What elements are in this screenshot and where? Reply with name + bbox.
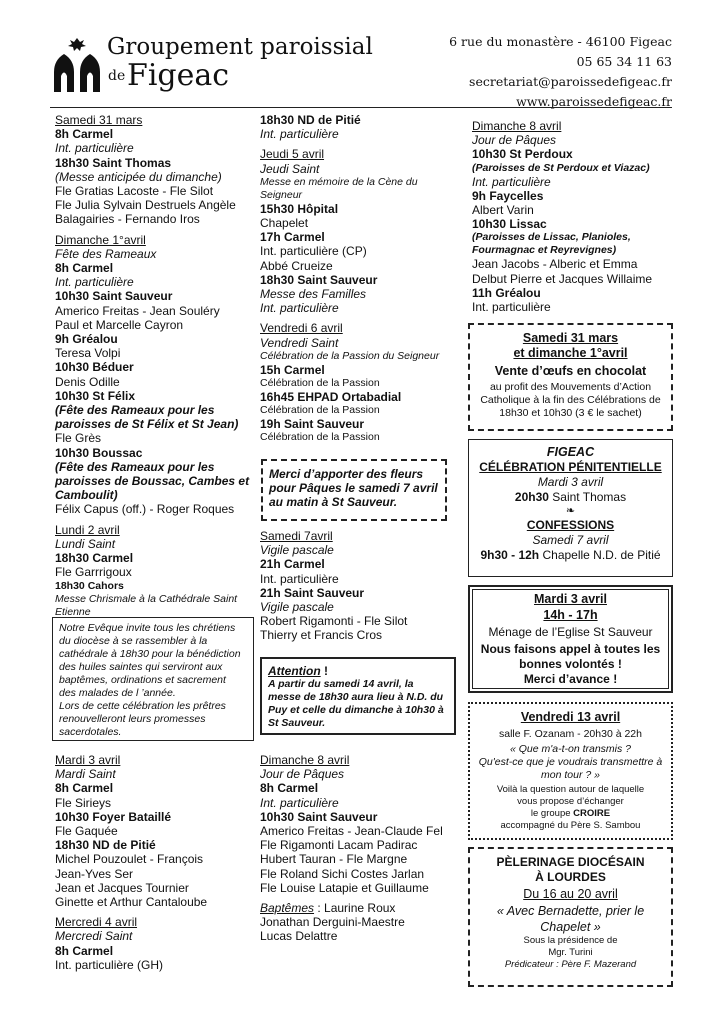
title-line1: Groupement paroissial [107,34,373,60]
note: Seigneur [260,188,303,201]
bapteme: : Laurine Roux [314,901,396,916]
mass-time: 10h30 Lissac [472,217,547,232]
header-contact [449,32,672,112]
note: (Paroisses de St Perdoux et Viazac) [472,161,650,174]
mass-time: 21h Saint Sauveur [260,585,365,600]
intention: Ginette et Arthur Cantaloube [55,895,208,910]
confessions-date: Samedi 7 avril [532,533,609,547]
note: (Messe anticipée du dimanche) [55,169,222,184]
penitence-title: CÉLÉBRATION PÉNITENTIELLE [479,460,662,474]
mass-time: 10h30 Saint Sauveur [55,289,173,304]
note: Camboulit) [55,488,118,503]
note: Messe en mémoire de la Cène du [260,175,418,188]
phone: 05 65 34 11 63 [576,54,672,69]
mass-time: 11h Gréalou [472,285,541,300]
day-heading: Samedi 7avril [260,529,333,543]
mass-time: 8h Carmel [55,127,114,142]
menage-date: Mardi 3 avril [534,592,607,606]
mass-time: 19h Saint Sauveur [260,417,365,432]
intention: Abbé Crueize [260,258,333,273]
website-link[interactable]: www.paroissedefigeac.fr [516,94,672,109]
lourdes-title: À LOURDES [535,870,606,884]
intention: Chapelet [260,216,309,231]
day-heading: Lundi 2 avril [55,522,120,537]
oeufs-date: Samedi 31 mars [522,331,619,345]
vendredi-question: « Que m'a-t-on transmis ? [509,743,632,755]
vendredi-line: accompagné du Père S. Sambou [500,820,641,831]
figeac-penitence-box [468,439,673,577]
attention-line: messe de 18h30 aura lieu à N.D. du [268,691,444,703]
intention: Fle Gratias Lacoste - Fle Silot [55,184,214,199]
mass-time: 8h Carmel [260,781,319,796]
note-line: baptêmes, ordinations et sacrement [59,674,226,686]
intention: Fle Rigamonti Lacam Padirac [260,838,418,853]
mass-time: 18h30 ND de Pitié [260,113,361,127]
oeufs-line: 18h30 et 10h30 (3 € le sachet) [499,407,642,419]
feast: Lundi Saint [55,536,116,551]
lourdes-title: PÈLERINAGE DIOCÉSAIN [496,855,645,869]
mass-time: 9h Faycelles [472,188,544,203]
mass-time: 18h30 ND de Pitié [55,838,156,853]
menage-box [468,585,673,693]
feast: Fête des Rameaux [55,246,157,261]
feast: Jour de Pâques [260,767,345,782]
note: Célébration de la Passion [260,431,380,444]
day-heading: Jeudi 5 avril [260,147,325,162]
intention: Denis Odille [55,374,120,389]
menage-thanks: Merci d’avance ! [523,672,618,686]
mass-time: 9h Gréalou [55,332,118,347]
intention: Michel Pouzoulet - François [55,852,204,867]
feast: Vendredi Saint [260,335,339,350]
feast: Jour de Pâques [472,133,557,148]
penitence-date: Mardi 3 avril [537,475,604,489]
confessions-time: 9h30 - 12h [480,548,540,562]
header-divider [50,107,672,108]
mass-time: 18h30 Saint Thomas [55,155,172,170]
column-2-mid [260,529,460,643]
attention-line: A partir du samedi 14 avril, la [268,678,414,690]
vendredi-title: Vendredi 13 avril [520,710,621,724]
feast: Vigile pascale [260,600,334,615]
intention: Fle Gaquée [55,824,118,839]
intention: Fle Louise Latapie et Guillaume [260,880,429,895]
note: Fourmagnac et Reyrevignes) [472,244,617,257]
intention: Fle Garrrigoux [55,565,132,580]
mass-time: 8h Carmel [55,261,114,276]
note: (Fête des Rameaux pour les [55,403,215,418]
lourdes-line: Sous la présidence de [523,935,618,946]
mass-time: 10h30 St Perdoux [472,147,573,162]
feast: Jeudi Saint [260,161,320,176]
day-heading: Mercredi 4 avril [55,915,138,930]
mass-time: 18h30 Saint Sauveur [260,272,378,287]
mass-time: 16h45 EHPAD Ortabadial [260,390,402,405]
intention: Int. particulière [260,795,339,810]
note-line: Lors de cette célébration les prêtres [59,700,226,712]
mass-time: 15h30 Hôpital [260,201,339,216]
attention-box [260,657,456,735]
column-1 [55,113,255,619]
flowers-line: pour Pâques le samedi 7 avril [269,481,438,495]
chocolate-eggs-box [468,323,673,431]
day-heading: Samedi 31 mars [55,113,143,127]
intention: Int. particulière [472,300,551,315]
feast: Mercredi Saint [55,929,133,944]
vendredi-question: Qu'est-ce que je voudrais transmettre à [478,756,663,768]
bapteme: Jonathan Derguini-Maestre [260,915,405,930]
day-heading: Dimanche 1°avril [55,232,146,247]
mass-time: 10h30 Saint Sauveur [260,809,378,824]
mass-time: 8h Carmel [55,781,114,796]
day-heading: Dimanche 8 avril [260,753,350,767]
intention: Int. particulière [55,275,134,290]
note-line: cathédrale à 18h30 pour la bénédiction [59,648,241,660]
intention: Albert Varin [472,203,534,218]
croire-group: CROIRE [570,808,611,819]
oeufs-date: et dimanche 1°avril [513,346,628,360]
intention: Fle Julia Sylvain Destruels Angèle [55,198,236,213]
vendredi-line: vous propose d’échanger [517,796,624,807]
logo [50,36,104,94]
note: Célébration de la Passion [260,404,380,417]
bishop-note-box [52,617,254,741]
mass-time: 10h30 St Félix [55,388,136,403]
note-line: sacerdotales. [59,726,122,738]
lourdes-line: Prédicateur : Père F. Mazerand [504,959,637,970]
mass-time: 18h30 Cahors [55,579,124,592]
note: Célébration de la Passion du Seigneur [260,349,440,362]
confessions-title: CONFESSIONS [526,518,615,532]
baptemes-label: Baptêmes [260,901,315,916]
intention: Hubert Tauran - Fle Margne [260,852,408,867]
column-3 [472,119,672,314]
note: Etienne [55,605,91,618]
flourish-icon: ❧ [565,505,576,517]
mass-time: 15h Carmel [260,362,325,377]
intention: Jean Jacobs - Alberic et Emma [472,257,638,272]
confessions-place: Chapelle N.D. de Pitié [539,548,661,562]
intention: Int. particulière (CP) [260,244,367,259]
vendredi-place: salle F. Ozanam - 20h30 à 22h [498,728,642,740]
day-heading: Mardi 3 avril [55,753,121,767]
mass-time: 10h30 Foyer Bataillé [55,809,172,824]
intention: Fle Sirieys [55,795,112,810]
column-2-bottom [260,753,465,944]
mass-time: 8h Carmel [55,943,114,958]
intention: Int. particulière (GH) [55,957,164,972]
intention: Americo Freitas - Jean Souléry [55,303,220,318]
intention: Fle Roland Sichi Costes Jarlan [260,866,425,881]
oeufs-line: au profit des Mouvements d’Action [489,381,652,393]
flowers-box [261,459,447,521]
flowers-line: au matin à St Sauveur. [269,495,398,509]
note: paroisses de Boussac, Cambes et [55,474,250,489]
menage-hours: 14h - 17h [543,608,598,622]
note: (Paroisses de Lissac, Planioles, [472,231,631,244]
day-heading: Dimanche 8 avril [472,119,562,133]
intention: Int. particulière [260,301,339,316]
note: Messe Chrismale à la Cathédrale Saint [55,592,238,605]
oeufs-line: Catholique à la fin des Célébrations de [480,394,661,406]
intention: Félix Capus (off.) - Roger Roques [55,502,235,517]
intention: Americo Freitas - Jean-Claude Fel [260,824,443,839]
vendredi-line: le groupe [530,808,571,819]
mass-time: 21h Carmel [260,557,325,572]
feast: Mardi Saint [55,767,116,782]
bapteme: Lucas Delattre [260,929,338,944]
day-heading: Vendredi 6 avril [260,321,343,336]
intention: Int. particulière [55,141,134,156]
email-link[interactable]: secretariat@paroissedefigeac.fr [469,74,672,89]
note-line: du diocèse à se rassembler à la [59,635,208,647]
lourdes-theme: Chapelet » [540,920,601,934]
feast: Vigile pascale [260,543,334,558]
title-figeac: Figeac [127,58,230,93]
figeac-title: FIGEAC [546,445,595,459]
address: 6 rue du monastère - 46100 Figeac [449,34,672,49]
mass-time: 10h30 Béduer [55,360,134,375]
note-line: renouvelleront leurs promesses [59,713,206,725]
note-line: Notre Evêque invite tous les chrétiens [59,622,236,634]
note: paroisses de St Félix et St Jean) [55,417,239,432]
intention: Fle Grès [55,431,102,446]
intention: Thierry et Francis Cros [260,628,383,643]
attention-line: St Sauveur. [268,717,326,729]
attention-title: Attention [268,664,321,678]
lourdes-line: Mgr. Turini [548,947,593,958]
church-logo-icon [50,36,104,94]
intention: Balagairies - Fernando Iros [55,212,200,227]
penitence-time: 20h30 [514,490,549,504]
note-line: des malades de l ’année. [59,687,176,699]
menage-title: Ménage de l’Eglise St Sauveur [488,625,653,639]
title-de: de [108,68,126,84]
flowers-line: Merci d’apporter des fleurs [269,467,424,481]
intention: Int. particulière [472,174,551,189]
mass-time: 17h Carmel [260,230,325,245]
menage-appeal: Nous faisons appel à toutes les [480,642,661,656]
attention-bang: ! [324,664,328,678]
lourdes-dates: Du 16 au 20 avril [523,887,618,901]
column-2 [260,113,460,444]
intention: Int. particulière [260,127,339,142]
intention: Jean et Jacques Tournier [55,880,189,895]
column-1-bottom [55,753,255,972]
lourdes-box [468,847,673,987]
vendredi-question: mon tour ? » [541,769,600,781]
oeufs-title: Vente d’œufs en chocolat [494,364,647,378]
lourdes-theme: « Avec Bernadette, prier le [496,904,645,918]
note-line: des huiles saintes qui serviront aux [59,661,223,673]
menage-appeal: bonnes volontés ! [519,657,622,671]
penitence-place: Saint Thomas [548,490,627,504]
intention: Robert Rigamonti - Fle Silot [260,614,408,629]
note: (Fête des Rameaux pour les [55,459,215,474]
intention: Int. particulière [260,571,339,586]
intention: Delbut Pierre et Jacques Willaime [472,271,653,286]
intention: Jean-Yves Ser [55,866,134,881]
attention-line: Puy et celle du dimanche à 10h30 à [268,704,444,716]
intention: Teresa Volpi [55,346,121,361]
vendredi-line: Voilà la question autour de laquelle [496,784,645,795]
note: Messe des Familles [260,287,367,302]
intention: Paul et Marcelle Cayron [55,317,184,332]
vendredi-13-box [468,702,673,840]
note: Célébration de la Passion [260,377,380,390]
mass-time: 18h30 Carmel [55,551,134,566]
mass-time: 10h30 Boussac [55,445,143,460]
